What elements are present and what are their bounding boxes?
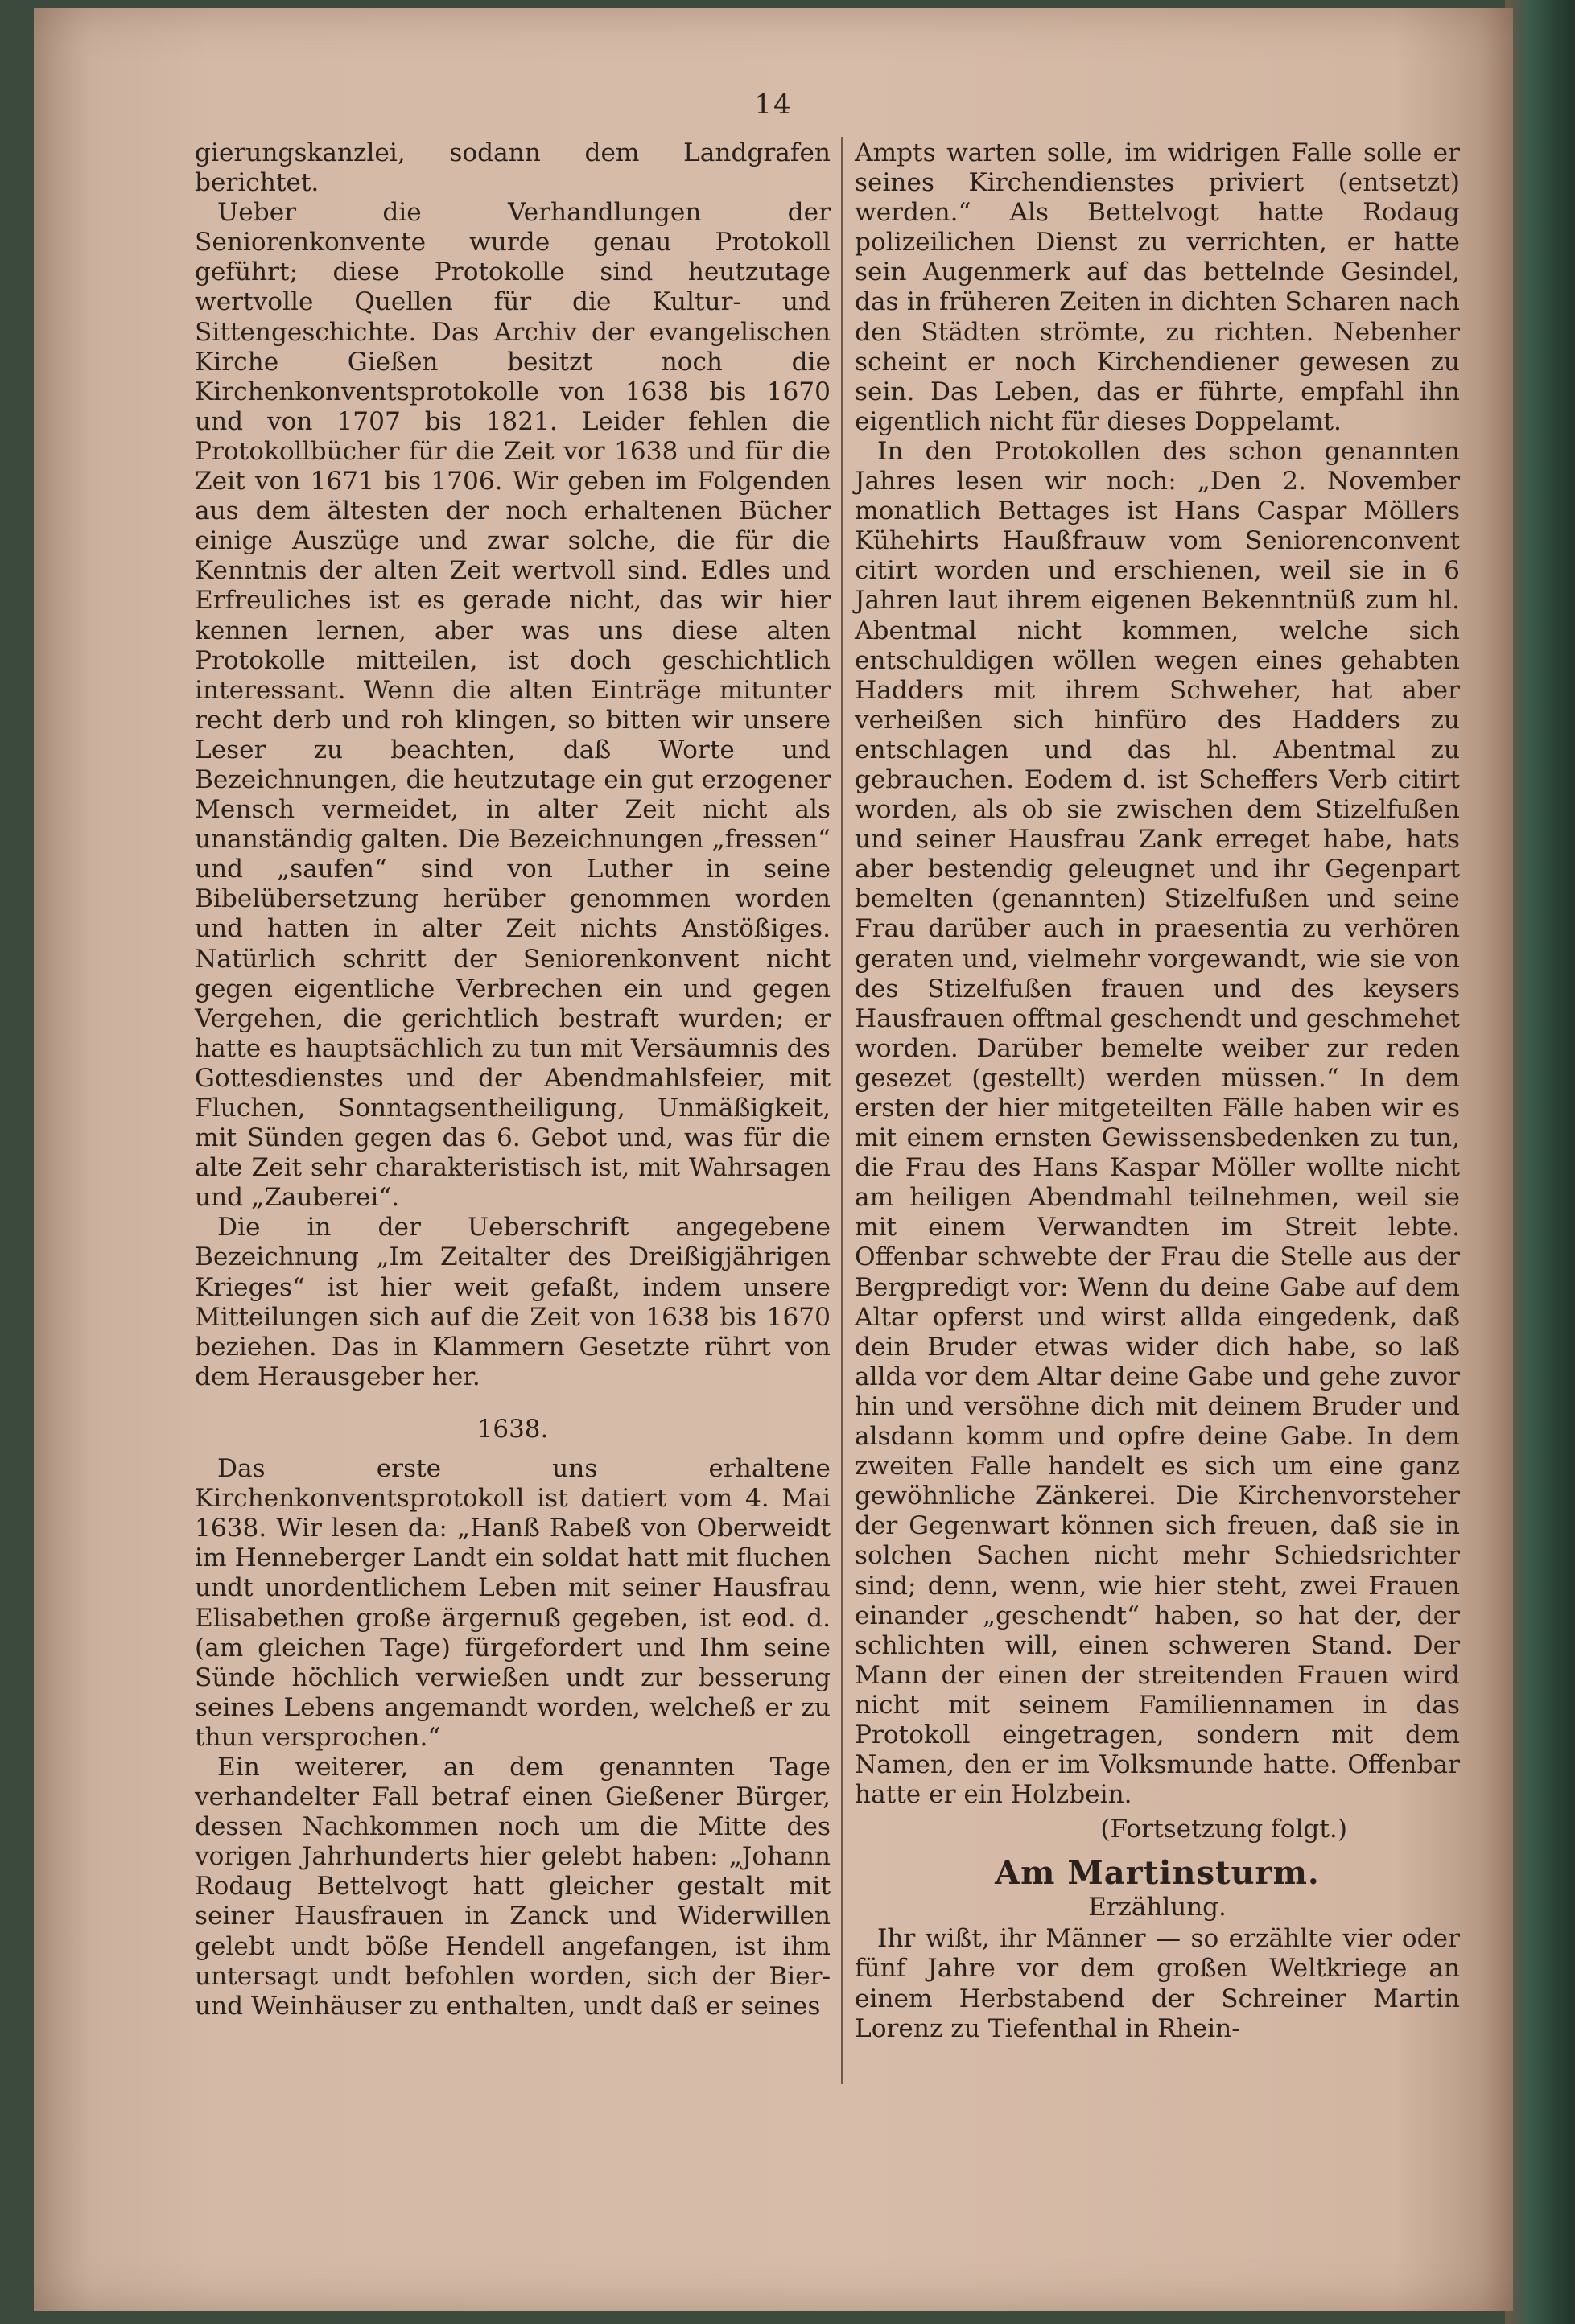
year-heading: 1638. (476, 1414, 549, 1444)
paragraph: In den Protokollen des schon genannten Jahres lesen wir noch: „Den 2. November monatlich Bettages ist Hans Caspar Möllers Kühehirts Haußfrauw vom Seniorenconvent citirt worden und erschienen, weil sie in 6 Jahren laut ihrem eigenen Bekenntnüß zum hl. Abentmal nicht kommen, welche sich entschuldigen wöllen wegen eines gehabten Hadders mit ihrem Schweher, hat aber verheißen sich hinfüro des Hadders zu entschlagen und das hl. Abentmal zu gebrauchen. Eodem d. ist Scheffers Verb citirt worden, als ob sie zwischen dem Stizelfußen und seiner Hausfrau Zank erreget habe, hats aber bestendig geleugnet und ihr Gegenpart bemelten (genannten) Stizelfußen und seine Frau darüber auch in praesentia zu verhören geraten und, vielmehr vorgewandt, wie sie von des Stizelfußen frauen und des keysers Hausfrauen offtmal geschendt und geschmehet worden. Darüber bemelte weiber zur reden gesezet (gestellt) werden müssen.“ In dem ersten der hier mitgeteilten Fälle haben wir es mit einem ernsten Gewissensbedenken zu tun, die Frau des Hans Kaspar Möller wollte nicht am heiligen Abendmahl teilnehmen, weil sie mit einem Verwandten im Streit lebte. Offenbar schwebte der Frau die Stelle aus der Bergpredigt vor: Wenn du deine Gabe auf dem Altar opferst und wirst allda eingedenk, daß dein Bruder etwas wider dich habe, so laß allda vor dem Altar deine Gabe und gehe zuvor hin und versöhne dich mit deinem Bruder und alsdann komm und opfre deine Gabe. In dem zweiten Falle handelt es sich um eine ganz gewöhnliche Zänkerei. Die Kirchenvorsteher der Gegenwart können sich freuen, daß sie in solchen Sachen nicht mehr Schiedsrichter sind; denn, wenn, wie hier steht, zwei Frauen einander „geschendt“ haben, so hat der, der schlichten will, einen schweren Stand. Der Mann der einen der streitenden Frauen wird nicht mit seinem Familiennamen in das Protokoll eingetragen, sondern mit dem Namen, den er im Volksmunde hatte. Offenbar hatte er ein Holzbein. (855, 436, 1460, 1810)
paragraph: Die in der Ueberschrift angegebene Bezeichnung „Im Zeitalter des Dreißigjährigen Krieges“ ist hier weit gefaßt, indem unsere Mitteilungen sich auf die Zeit von 1638 bis 1670 beziehen. Das in Klammern Gesetzte rührt von dem Herausgeber her. (195, 1213, 831, 1391)
page-number: 14 (754, 89, 793, 121)
left-column (195, 138, 831, 2021)
book-page (34, 8, 1513, 2311)
paragraph: Ueber die Verhandlungen der Seniorenkonvente wurde genau Protokoll geführt; diese Protokolle sind heutzutage wertvolle Quellen für die Kultur- und Sittengeschichte. Das Archiv der evangelischen Kirche Gießen besitzt noch die Kirchenkonventsprotokolle von 1638 bis 1670 und von 1707 bis 1821. Leider fehlen die Protokollbücher für die Zeit vor 1638 und für die Zeit von 1671 bis 1706. Wir geben im Folgenden aus dem ältesten der noch erhaltenen Bücher einige Auszüge und zwar solche, die für die Kenntnis der alten Zeit wertvoll sind. Edles und Erfreuliches ist es gerade nicht, das wir hier kennen lernen, aber was uns diese alten Protokolle mitteilen, ist doch geschichtlich interessant. Wenn die alten Einträge mitunter recht derb und roh klingen, so bitten wir unsere Leser zu beachten, daß Worte und Bezeichnungen, die heutzutage ein gut erzogener Mensch vermeidet, in alter Zeit nicht als unanständig galten. Die Bezeichnungen „fressen“ und „saufen“ sind von Luther in seine Bibelübersetzung herüber genommen worden und hatten in alter Zeit nichts Anstößiges. Natürlich schritt der Seniorenkonvent nicht gegen eigentliche Verbrechen ein und gegen Vergehen, die gerichtlich bestraft wurden; er hatte es hauptsächlich zu tun mit Versäumnis des Gottesdienstes und der Abendmahlsfeier, mit Fluchen, Sonntagsentheiligung, Unmäßigkeit, mit Sünden gegen das 6. Gebot und, was für die alte Zeit sehr charakteristisch ist, mit Wahrsagen und „Zauberei“. (195, 198, 831, 1213)
column-divider (841, 137, 843, 2084)
continuation-note: (Fortsetzung folgt.) (1100, 1815, 1347, 1844)
paragraph: Ein weiterer, an dem genannten Tage verhandelter Fall betraf einen Gießener Bürger, dessen Nachkommen noch um die Mitte des vorigen Jahrhunderts hier gelebt haben: „Johann Rodaug Bettelvogt hatt gleicher gestalt mit seiner Hausfrauen in Zanck und Widerwillen gelebt undt böße Hendell angefangen, ist ihm untersagt undt befohlen worden, sich der Bier- und Weinhäuser zu enthalten, undt daß er seines (195, 1752, 831, 2021)
paragraph: Ihr wißt, ihr Männer — so erzählte vier oder fünf Jahre vor dem großen Weltkriege an einem Herbstabend der Schreiner Martin Lorenz zu Tiefenthal in Rhein- (855, 1924, 1460, 2043)
paragraph: Ampts warten solle, im widrigen Falle solle er seines Kirchendienstes priviert (entsetzt) werden.“ Als Bettelvogt hatte Rodaug polizeilichen Dienst zu verrichten, er hatte sein Augenmerk auf das bettelnde Gesindel, das in früheren Zeiten in dichten Scharen nach den Städten strömte, zu richten. Nebenher scheint er noch Kirchendiener gewesen zu sein. Das Leben, das er führte, empfahl ihn eigentlich nicht für dieses Doppelamt. (855, 138, 1460, 436)
story-title: Am Martinsturm. (995, 1854, 1320, 1893)
right-column (855, 138, 1460, 2044)
story-subtitle: Erzählung. (1088, 1893, 1227, 1922)
paragraph: gierungskanzlei, sodann dem Landgrafen berichtet. (195, 138, 831, 198)
paragraph: Das erste uns erhaltene Kirchenkonventsprotokoll ist datiert vom 4. Mai 1638. Wir lesen da: „Hanß Rabeß von Oberweidt im Henneberger Landt ein soldat hatt mit fluchen undt unordentlichem Leben mit seiner Hausfrau Elisabethen große ärgernuß gegeben, ist eod. d. (am gleichen Tage) fürgefordert und Ihm seine Sünde höchlich verwießen undt zur besserung seines Lebens angemandt worden, welcheß er zu thun versprochen.“ (195, 1454, 831, 1752)
book-binding-edge (1505, 0, 1575, 2324)
